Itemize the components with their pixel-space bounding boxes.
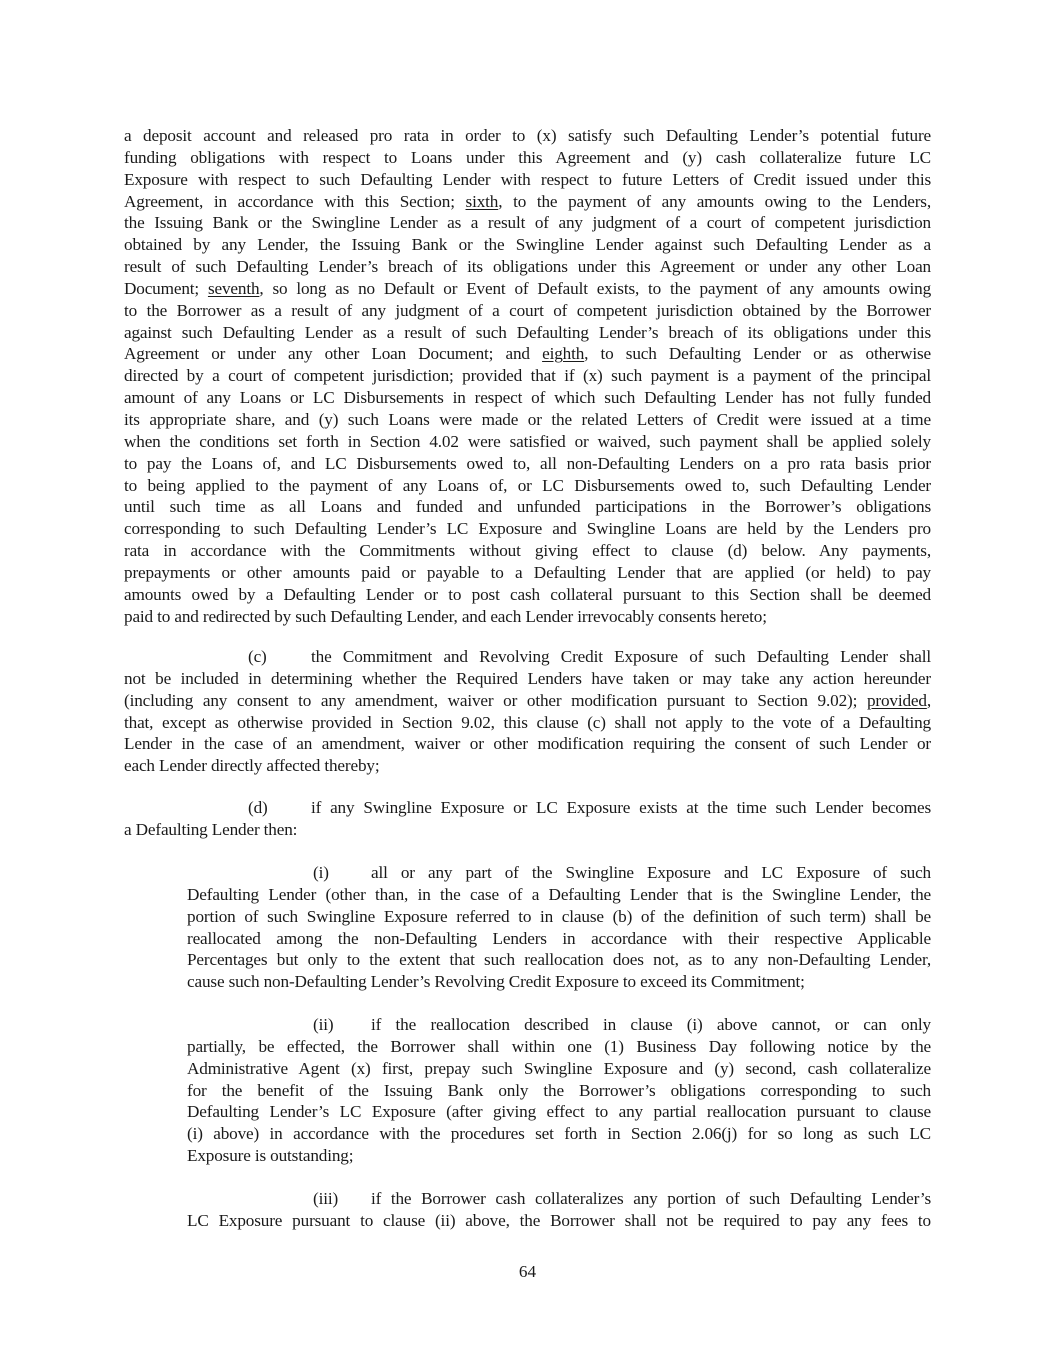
clause-c [124,646,931,777]
text-line: Defaulting Lender (other than, in the case of a Defaulting Lender that is the Swingline Lender, the [187,884,931,904]
clause-d [124,797,931,841]
text-line: a Defaulting Lender then: [124,819,298,839]
text-line: Defaulting Lender’s LC Exposure (after giving effect to any partial reallocation pursuant to clause [187,1102,931,1122]
text-line: amount of any Loans or LC Disbursements in respect of which such Defaulting Lender has not fully funded [124,388,931,408]
text-line: partially, be effected, the Borrower shall within one (1) Business Day following notice by the [187,1036,931,1056]
text-line [124,797,931,819]
text-line: a deposit account and released pro rata in order to (x) satisfy such Defaulting Lender’s potential future [124,126,931,145]
text-line: obtained by any Lender, the Issuing Bank or the Swingline Lender against such Defaulting Lender as a [124,235,931,255]
text-line: paid to and redirected by such Defaulting Lender, and each Lender irrevocably consents hereto; [124,606,767,626]
text-run: if the reallocation described in clause (i) above cannot, or can only [371,1015,931,1034]
clause-label: (d) [248,798,268,817]
text-line [187,1014,931,1036]
text-line [124,646,931,668]
underlined-term-provided: provided [866,690,927,710]
underlined-term-seventh: seventh [207,278,260,298]
text-line: funding obligations with respect to Loans under this Agreement and (y) cash collateralize future LC [124,147,931,167]
text-run: all or any part of the Swingline Exposure and LC Exposure of such [371,863,931,882]
subclause-label: (ii) [313,1015,334,1034]
text-line: directed by a court of competent jurisdiction; provided that if (x) such payment is a payment of the principal [124,366,931,386]
text-line [124,690,931,712]
text-line: amounts owed by a Defaulting Lender or to post cash collateral pursuant to this Section shall be deemed [124,584,931,604]
text-line: Administrative Agent (x) first, prepay such Swingline Exposure and (y) second, cash collateralize [187,1058,931,1078]
text-line: its appropriate share, and (y) such Loans were made or the related Letters of Credit were issued at a time [124,409,931,429]
text-line: (i) above) in accordance with the procedures set forth in Section 2.06(j) for so long as such LC [187,1124,931,1144]
subclause-i [187,862,931,993]
text-line [124,191,931,213]
text-line: Exposure is outstanding; [187,1146,354,1166]
text-line: until such time as all Loans and funded and unfunded participations in the Borrower’s obligations [124,497,931,517]
text-run: the Commitment and Revolving Credit Exposure of such Defaulting Lender shall [311,647,931,666]
text-line: LC Exposure pursuant to clause (ii) above, the Borrower shall not be required to pay any fees to [187,1210,931,1230]
text-line: for the benefit of the Issuing Bank only the Borrower’s obligations corresponding to such [187,1080,931,1100]
text-line: portion of such Swingline Exposure referred to in clause (b) of the definition of such term) shall be [187,906,931,926]
clause-label: (c) [248,647,267,666]
text-run: , to the payment of any amounts owing to the Lenders, [498,191,931,211]
text-line: corresponding to such Defaulting Lender’s LC Exposure and Swingline Loans are held by the Lenders pro [124,519,931,539]
subclause-iii [187,1188,931,1232]
text-run: Document; [124,278,208,298]
text-run: if the Borrower cash collateralizes any portion of such Defaulting Lender’s [371,1189,931,1208]
text-line: rata in accordance with the Commitments without giving effect to clause (d) below. Any payments, [124,541,931,561]
text-line: not be included in determining whether the Required Lenders have taken or may take any action hereunder [124,668,931,688]
text-line: when the conditions set forth in Section 4.02 were satisfied or waived, such payment shall be applied solely [124,431,931,451]
text-run: , to such Defaulting Lender or as otherwise [584,344,931,364]
text-line: that, except as otherwise provided in Section 9.02, this clause (c) shall not apply to the vote of a Defaulting [124,712,931,732]
text-line [187,1188,931,1210]
text-line: to pay the Loans of, and LC Disbursements owed to, all non-Defaulting Lenders on a pro rata basis prior [124,453,931,473]
underlined-term-eighth: eighth [542,344,585,364]
underlined-term-sixth: sixth [465,191,499,211]
text-line: Lender in the case of an amendment, waiver or other modification requiring the consent of such Lender or [124,734,931,754]
clause-b-continuation [124,125,931,627]
text-line: Percentages but only to the extent that such reallocation does not, as to any non-Defaulting Lender, [187,950,931,970]
text-run: , [926,690,931,710]
text-line: cause such non-Defaulting Lender’s Revolving Credit Exposure to exceed its Commitment; [187,972,805,992]
subclause-label: (iii) [313,1189,339,1208]
subclause-ii [187,1014,931,1167]
text-run: Agreement or under any other Loan Document; and [124,344,543,364]
text-run: Agreement, in accordance with this Section; [124,191,466,211]
text-line: to the Borrower as a result of any judgment of a court of competent jurisdiction obtained by the Borrower [124,300,931,320]
text-line: Exposure with respect to such Defaulting Lender with respect to future Letters of Credit issued under this [124,169,931,189]
text-line [124,343,931,365]
text-run: , so long as no Default or Event of Default exists, to the payment of any amounts owing [259,278,932,298]
text-line: result of such Defaulting Lender’s breach of its obligations under this Agreement or under any other Loan [124,257,931,277]
text-line: against such Defaulting Lender as a result of such Defaulting Lender’s breach of its obligations under this [124,322,931,342]
text-run: if any Swingline Exposure or LC Exposure exists at the time such Lender becomes [311,798,931,817]
text-line: to being applied to the payment of any Loans of, or LC Disbursements owed to, such Defaulting Lender [124,475,931,495]
text-line: reallocated among the non-Defaulting Lenders in accordance with their respective Applicable [187,928,931,948]
text-line [187,862,931,884]
text-line [124,278,931,300]
text-line: each Lender directly affected thereby; [124,756,380,776]
page-number: 64 [518,1262,537,1281]
text-line: the Issuing Bank or the Swingline Lender as a result of any judgment of a court of competent jurisdiction [124,213,931,233]
text-line: prepayments or other amounts paid or payable to a Defaulting Lender that are applied (or held) to pay [124,562,931,582]
subclause-label: (i) [313,863,329,882]
text-run: (including any consent to any amendment, waiver or other modification pursuant to Section 9.02); [124,690,867,710]
